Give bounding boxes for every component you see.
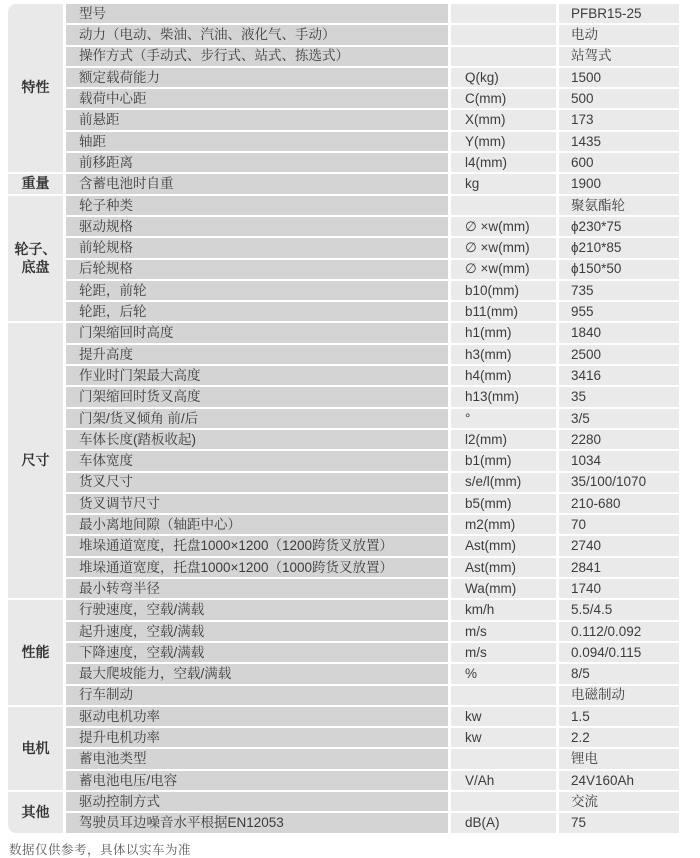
spec-value: PFBR15-25 bbox=[559, 4, 679, 23]
spec-name: 提升高度 bbox=[66, 345, 448, 364]
spec-value: 8/5 bbox=[559, 664, 679, 683]
spec-unit: Q(kg) bbox=[451, 68, 556, 87]
spec-value: 1740 bbox=[559, 579, 679, 598]
spec-name: 驱动电机功率 bbox=[66, 707, 448, 726]
spec-name: 堆垛通道宽度，托盘1000×1200（1200跨货叉放置） bbox=[66, 536, 448, 555]
spec-unit bbox=[451, 47, 556, 66]
spec-name: 起升速度，空载/满载 bbox=[66, 622, 448, 641]
spec-unit: V/Ah bbox=[451, 771, 556, 790]
spec-unit: C(mm) bbox=[451, 89, 556, 108]
spec-name: 提升电机功率 bbox=[66, 728, 448, 747]
spec-name: 货叉调节尺寸 bbox=[66, 494, 448, 513]
spec-name: 蓄电池电压/电容 bbox=[66, 771, 448, 790]
spec-name: 作业时门架最大高度 bbox=[66, 366, 448, 385]
spec-unit bbox=[451, 25, 556, 44]
spec-unit bbox=[451, 196, 556, 215]
spec-name: 门架缩回时高度 bbox=[66, 323, 448, 342]
spec-name: 驾驶员耳边噪音水平根据EN12053 bbox=[66, 813, 448, 832]
spec-value: 955 bbox=[559, 302, 679, 321]
group-label-dimensions: 尺寸 bbox=[8, 323, 63, 598]
spec-value: 1900 bbox=[559, 174, 679, 193]
spec-value: 600 bbox=[559, 153, 679, 172]
spec-unit: Ast(mm) bbox=[451, 536, 556, 555]
spec-value: 735 bbox=[559, 281, 679, 300]
spec-name: 轮距，后轮 bbox=[66, 302, 448, 321]
spec-name: 行驶速度，空载/满载 bbox=[66, 600, 448, 619]
spec-unit: b10(mm) bbox=[451, 281, 556, 300]
spec-unit: kw bbox=[451, 728, 556, 747]
spec-unit: ∅ ×w(mm) bbox=[451, 260, 556, 279]
spec-unit bbox=[451, 686, 556, 705]
spec-name: 车体长度(踏板收起) bbox=[66, 430, 448, 449]
spec-name: 货叉尺寸 bbox=[66, 473, 448, 492]
spec-name: 车体宽度 bbox=[66, 451, 448, 470]
spec-unit: ∅ ×w(mm) bbox=[451, 217, 556, 236]
spec-value: 35/100/1070 bbox=[559, 473, 679, 492]
spec-value: 0.112/0.092 bbox=[559, 622, 679, 641]
spec-unit: l2(mm) bbox=[451, 430, 556, 449]
spec-value: 1.5 bbox=[559, 707, 679, 726]
spec-name: 轮子种类 bbox=[66, 196, 448, 215]
spec-name: 最小离地间隙（轴距中心） bbox=[66, 515, 448, 534]
spec-value: 70 bbox=[559, 515, 679, 534]
spec-unit: ∅ ×w(mm) bbox=[451, 238, 556, 257]
spec-name: 门架缩回时货叉高度 bbox=[66, 387, 448, 406]
spec-value: 站驾式 bbox=[559, 47, 679, 66]
group-label-features: 特性 bbox=[8, 4, 63, 172]
spec-name: 含蓄电池时自重 bbox=[66, 174, 448, 193]
spec-unit: X(mm) bbox=[451, 110, 556, 129]
spec-unit: ° bbox=[451, 409, 556, 428]
spec-unit: h4(mm) bbox=[451, 366, 556, 385]
group-label-wheels-chassis: 轮子、底盘 bbox=[8, 196, 63, 322]
spec-unit: Y(mm) bbox=[451, 132, 556, 151]
spec-unit: Wa(mm) bbox=[451, 579, 556, 598]
spec-unit: m2(mm) bbox=[451, 515, 556, 534]
spec-unit: h13(mm) bbox=[451, 387, 556, 406]
spec-name: 下降速度，空载/满载 bbox=[66, 643, 448, 662]
spec-value: 500 bbox=[559, 89, 679, 108]
spec-unit: dB(A) bbox=[451, 813, 556, 832]
spec-unit bbox=[451, 4, 556, 23]
spec-value: ϕ150*50 bbox=[559, 260, 679, 279]
spec-unit: b11(mm) bbox=[451, 302, 556, 321]
group-label-performance: 性能 bbox=[8, 600, 63, 704]
spec-name: 型号 bbox=[66, 4, 448, 23]
spec-value: 交流 bbox=[559, 792, 679, 811]
spec-value: 电动 bbox=[559, 25, 679, 44]
spec-name: 驱动规格 bbox=[66, 217, 448, 236]
spec-unit: l4(mm) bbox=[451, 153, 556, 172]
spec-unit bbox=[451, 792, 556, 811]
spec-name: 轴距 bbox=[66, 132, 448, 151]
spec-value: 3416 bbox=[559, 366, 679, 385]
spec-value: 2.2 bbox=[559, 728, 679, 747]
spec-value: 173 bbox=[559, 110, 679, 129]
spec-name: 最大爬坡能力，空载/满载 bbox=[66, 664, 448, 683]
spec-value: 1435 bbox=[559, 132, 679, 151]
spec-value: ϕ230*75 bbox=[559, 217, 679, 236]
spec-value: 2500 bbox=[559, 345, 679, 364]
spec-unit: m/s bbox=[451, 643, 556, 662]
spec-value: 5.5/4.5 bbox=[559, 600, 679, 619]
spec-unit: % bbox=[451, 664, 556, 683]
spec-name: 载荷中心距 bbox=[66, 89, 448, 108]
group-label-motor: 电机 bbox=[8, 707, 63, 790]
spec-name: 动力（电动、柴油、汽油、液化气、手动） bbox=[66, 25, 448, 44]
spec-name: 行车制动 bbox=[66, 686, 448, 705]
spec-unit: h3(mm) bbox=[451, 345, 556, 364]
group-label-other: 其他 bbox=[8, 792, 63, 833]
spec-unit: km/h bbox=[451, 600, 556, 619]
spec-value: 24V160Ah bbox=[559, 771, 679, 790]
spec-value: 210-680 bbox=[559, 494, 679, 513]
spec-value: 2740 bbox=[559, 536, 679, 555]
spec-name: 前悬距 bbox=[66, 110, 448, 129]
spec-name: 驱动控制方式 bbox=[66, 792, 448, 811]
spec-value: 锂电 bbox=[559, 749, 679, 768]
spec-value: 35 bbox=[559, 387, 679, 406]
spec-name: 后轮规格 bbox=[66, 260, 448, 279]
spec-value: 1500 bbox=[559, 68, 679, 87]
spec-value: 2280 bbox=[559, 430, 679, 449]
spec-unit: b5(mm) bbox=[451, 494, 556, 513]
spec-value: 0.094/0.115 bbox=[559, 643, 679, 662]
spec-unit: h1(mm) bbox=[451, 323, 556, 342]
spec-name: 前移距离 bbox=[66, 153, 448, 172]
spec-unit bbox=[451, 749, 556, 768]
spec-value: 75 bbox=[559, 813, 679, 832]
spec-value: 电磁制动 bbox=[559, 686, 679, 705]
spec-value: 1840 bbox=[559, 323, 679, 342]
spec-name: 操作方式（手动式、步行式、站式、拣选式） bbox=[66, 47, 448, 66]
spec-value: 1034 bbox=[559, 451, 679, 470]
spec-name: 堆垛通道宽度，托盘1000×1200（1000跨货叉放置） bbox=[66, 558, 448, 577]
spec-unit: b1(mm) bbox=[451, 451, 556, 470]
spec-value: 2841 bbox=[559, 558, 679, 577]
spec-table bbox=[8, 4, 679, 833]
spec-name: 最小转弯半径 bbox=[66, 579, 448, 598]
spec-unit: kw bbox=[451, 707, 556, 726]
spec-value: 3/5 bbox=[559, 409, 679, 428]
spec-value: ϕ210*85 bbox=[559, 238, 679, 257]
spec-unit: s/e/l(mm) bbox=[451, 473, 556, 492]
spec-unit: m/s bbox=[451, 622, 556, 641]
spec-unit: Ast(mm) bbox=[451, 558, 556, 577]
spec-value: 聚氨酯轮 bbox=[559, 196, 679, 215]
spec-name: 蓄电池类型 bbox=[66, 749, 448, 768]
spec-name: 门架/货叉倾角 前/后 bbox=[66, 409, 448, 428]
disclaimer-note: 数据仅供参考，具体以实车为准 bbox=[9, 842, 192, 857]
spec-name: 额定载荷能力 bbox=[66, 68, 448, 87]
spec-name: 轮距，前轮 bbox=[66, 281, 448, 300]
spec-name: 前轮规格 bbox=[66, 238, 448, 257]
group-label-weight: 重量 bbox=[8, 174, 63, 193]
spec-unit: kg bbox=[451, 174, 556, 193]
